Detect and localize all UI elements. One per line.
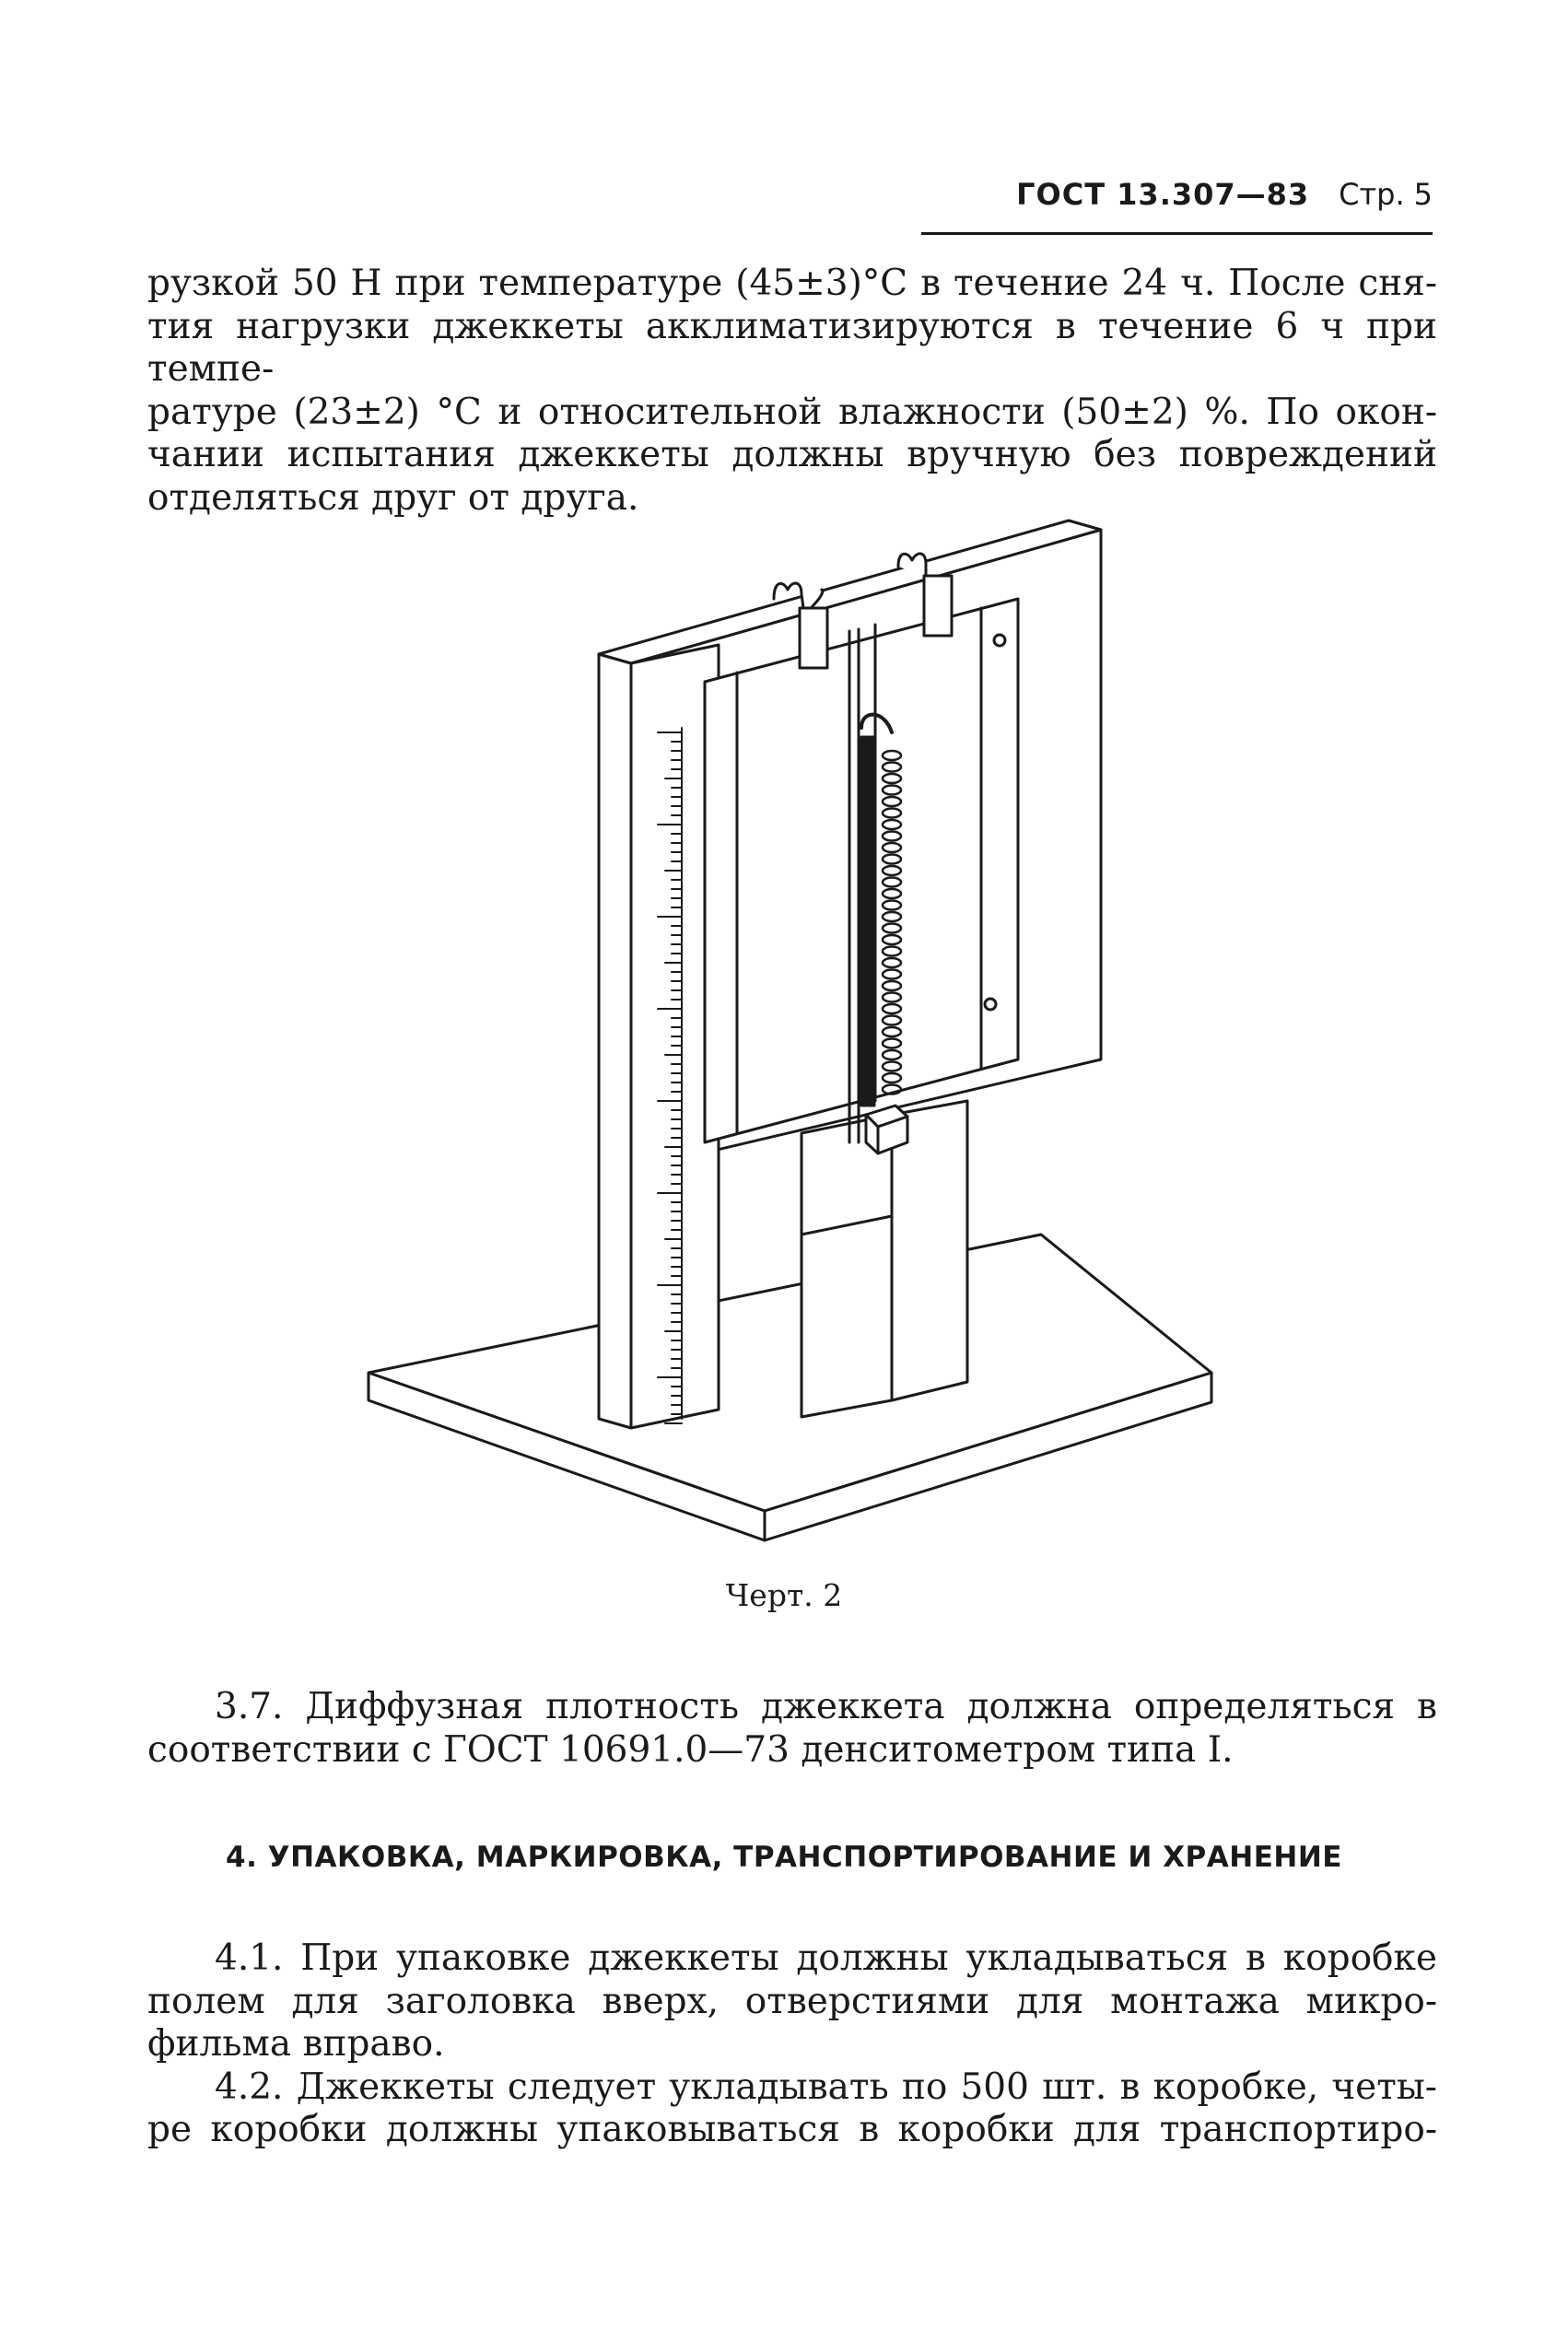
intro-paragraph [147,263,1437,520]
text-line: тия нагрузки джеккеты акклиматизируются в течение 6 ч при темпе- [147,305,1437,390]
text-line: ре коробки должны упаковываться в коробки для транспортиро- [147,2109,1437,2150]
text-line: 4.1. При упаковке джеккеты должны укладываться в коробке [215,1937,1437,1979]
left-leg [802,1115,892,1417]
text-line: ратуре (23±2) °С и относительной влажности (50±2) %. По окон- [147,391,1437,433]
text-line: соответствии с ГОСТ 10691.0—73 денситометром типа I. [147,1728,1234,1771]
base-plate-top [369,1235,1211,1511]
page-indicator [1329,177,1433,212]
text-line: фильма вправо. [147,2023,445,2065]
standard-number: ГОСТ 13.307—83 [1016,177,1310,212]
figure-caption: Черт. 2 [725,1577,843,1613]
text-line: 3.7. Диффузная плотность джеккета должна определяться в [215,1686,1437,1727]
page-label: Стр. [1339,177,1405,212]
page-number: 5 [1413,177,1433,212]
right-leg [892,1101,967,1400]
board-side [599,654,631,1428]
text-line: полем для заголовка вверх, отверстиями для монтажа микро- [147,1980,1437,2022]
film-strip [861,737,874,1106]
text-line: чании испытания джеккеты должны вручную без повреждений [147,434,1437,475]
text-line: рузкой 50 Н при температуре (45±3)°С в течение 24 ч. После сня- [147,263,1437,304]
text-line: 4.2. Джеккеты следует укладывать по 500 шт. в коробке, четы- [215,2066,1437,2108]
test-apparatus-drawing [364,516,1248,1548]
section-4-clauses [147,1937,1437,2152]
text-line: отделяться друг от друга. [147,476,639,519]
page-header [921,177,1433,235]
section-title: 4. УПАКОВКА, МАРКИРОВКА, ТРАНСПОРТИРОВАНИЕ И ХРАНЕНИЕ [226,1841,1342,1874]
clause-3-7 [147,1686,1437,1772]
